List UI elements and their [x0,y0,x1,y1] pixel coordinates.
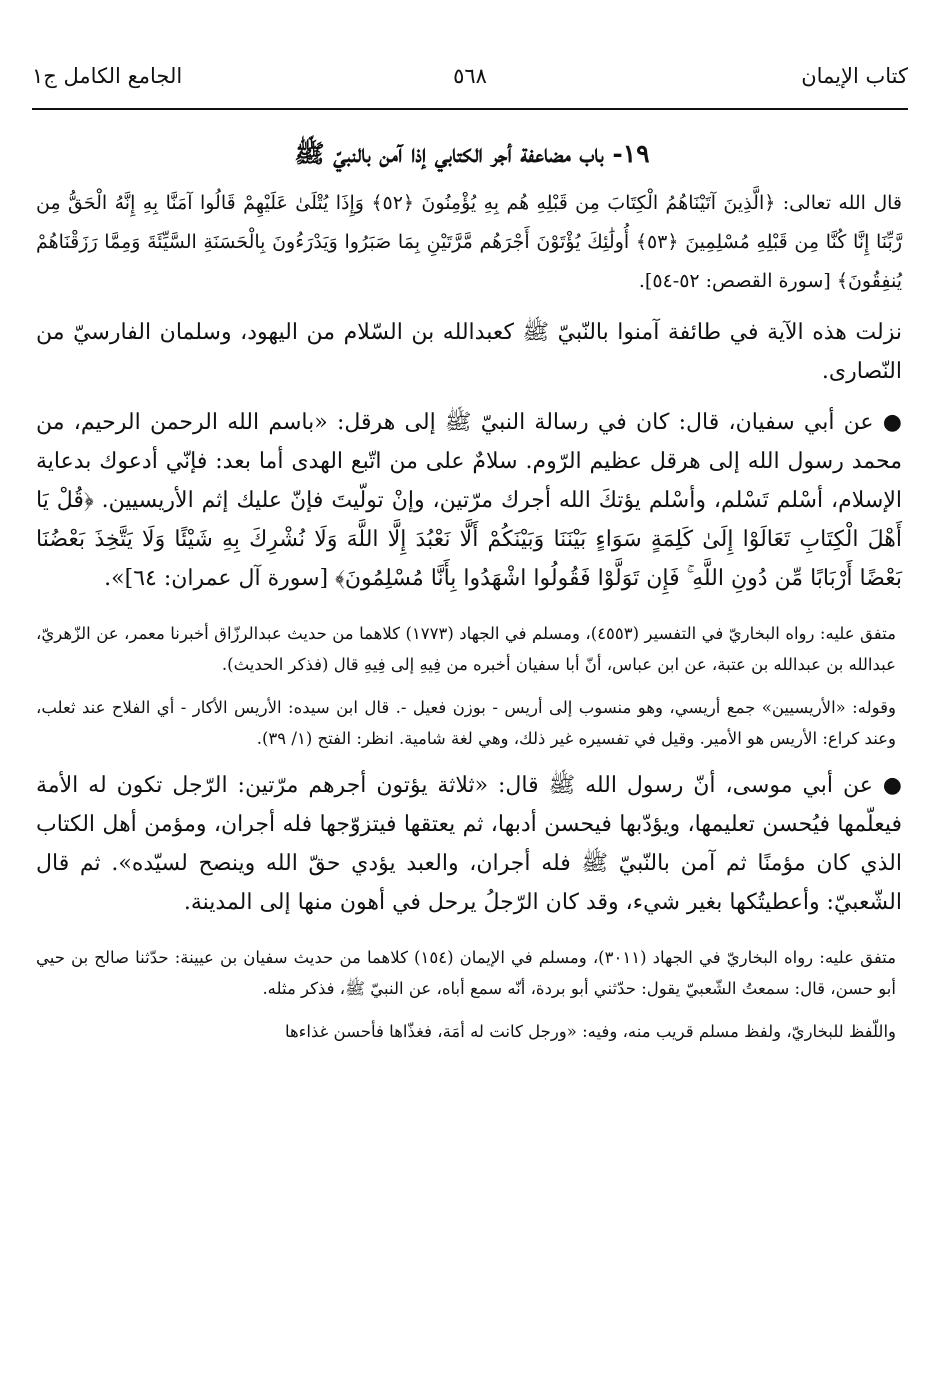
explanation-note-2: وقوله: «الأريسيين» جمع أريسي، وهو منسوب إلى أريس - بوزن فعيل -. قال ابن سيده: الأريس الأكار - أي الفلاح عند ثعلب، وعند كراع: الأريس هو الأمير. وقيل في تفسيره غير ذلك، وهي لغة شامية. انظر: الفتح (١/ ٣٩). [36,698,896,748]
page-header [32,58,908,110]
collection-title: الجامع الكامل ج١ [32,64,183,88]
wording-note-4: واللّفظ للبخاريّ، ولفظ مسلم قريب منه، وفيه: «ورجل كانت له أمَة، فغذّاها فأحسن غذاءها [284,1022,896,1041]
abu-musa-hadith-paragraph: ● عن أبي موسى، أنّ رسول الله ﷺ قال: «ثلاثة يؤتون أجرهم مرّتين: الرّجل تكون له الأمة فيعلّمها فيُحسن تعليمها، ويؤدّبها فيحسن أدبها، ثم يعتقها فيتزوّجها فله أجران، ومؤمن أهل الكتاب الذي كان مؤمنًا ثم آمن بالنّبيّ ﷺ فله أجران، والعبد يؤدي حقّ الله وينصح لسيّده». ثم قال الشّعبيّ: وأعطيتُكها بغير شيء، وقد كان الرّجلُ يرحل في أهون منها إلى المدينة. [36,773,902,915]
chapter-title: ١٩- باب مضاعفة أجر الكتابي إذا آمن بالنبيّ ﷺ [294,139,650,168]
takhrij-note-1: متفق عليه: رواه البخاريّ في التفسير (٤٥٥٣)، ومسلم في الجهاد (١٧٧٣) كلاهما من حديث عبدالرزّاق أخبرنا معمر، عن الزّهريّ، عبدالله بن عبدالله بن عتبة، عن ابن عباس، أنّ أبا سفيان أخبره من فِيهِ إلى فِيهِ قال (فذكر الحديث). [36,624,896,674]
page-number: ٥٦٨ [453,64,487,88]
revelation-context-paragraph: نزلت هذه الآية في طائفة آمنوا بالنّبيّ ﷺ كعبدالله بن السّلام من اليهود، وسلمان الفارسيّ من النّصارى. [36,320,902,384]
page-content [36,128,908,1047]
abu-sufyan-hadith-paragraph: ● عن أبي سفيان، قال: كان في رسالة النبيّ ﷺ إلى هرقل: «باسم الله الرحمن الرحيم، من محمد رسول الله إلى هرقل عظيم الرّوم. سلامٌ على من اتّبع الهدى أما بعد: فإنّي أدعوك بدعاية الإسلام، أسْلم تَسْلم، وأسْلم يؤتكَ الله أجرك مرّتين، وإنْ تولّيتَ فإنّ عليك إثم الأريسيين. ﴿قُلْ يَا أَهْلَ الْكِتَابِ تَعَالَوْا إِلَىٰ كَلِمَةٍ سَوَاءٍ بَيْنَنَا وَبَيْنَكُمْ أَلَّا نَعْبُدَ إِلَّا اللَّهَ وَلَا نُشْرِكَ بِهِ شَيْئًا وَلَا يَتَّخِذَ بَعْضُنَا بَعْضًا أَرْبَابًا مِّن دُونِ اللَّهِ ۚ فَإِن تَوَلَّوْا فَقُولُوا اشْهَدُوا بِأَنَّا مُسْلِمُونَ﴾ [سورة آل عمران: ٦٤]». [36,410,902,591]
quran-verse-block: قال الله تعالى: ﴿الَّذِينَ آتَيْنَاهُمُ الْكِتَابَ مِن قَبْلِهِ هُم بِهِ يُؤْمِنُونَ ﴿٥٢﴾ وَإِذَا يُتْلَىٰ عَلَيْهِمْ قَالُوا آمَنَّا بِهِ إِنَّهُ الْحَقُّ مِن رَّبِّنَا إِنَّا كُنَّا مِن قَبْلِهِ مُسْلِمِينَ ﴿٥٣﴾ أُولَٰئِكَ يُؤْتَوْنَ أَجْرَهُم مَّرَّتَيْنِ بِمَا صَبَرُوا وَيَدْرَءُونَ بِالْحَسَنَةِ السَّيِّئَةَ وَمِمَّا رَزَقْنَاهُمْ يُنفِقُونَ﴾ [سورة القصص: ٥٢-٥٤]. [36,192,903,292]
book-name: كتاب الإيمان [801,64,908,88]
takhrij-note-3: متفق عليه: رواه البخاريّ في الجهاد (٣٠١١)، ومسلم في الإيمان (١٥٤) كلاهما من حديث سفيان بن عيينة: حدّثنا صالح بن حيي أبو حسن، قال: سمعتُ الشّعبيّ يقول: حدّثني أبو بردة، أنّه سمع أباه، عن النبيّ ﷺ، فذكر مثله. [36,948,896,998]
